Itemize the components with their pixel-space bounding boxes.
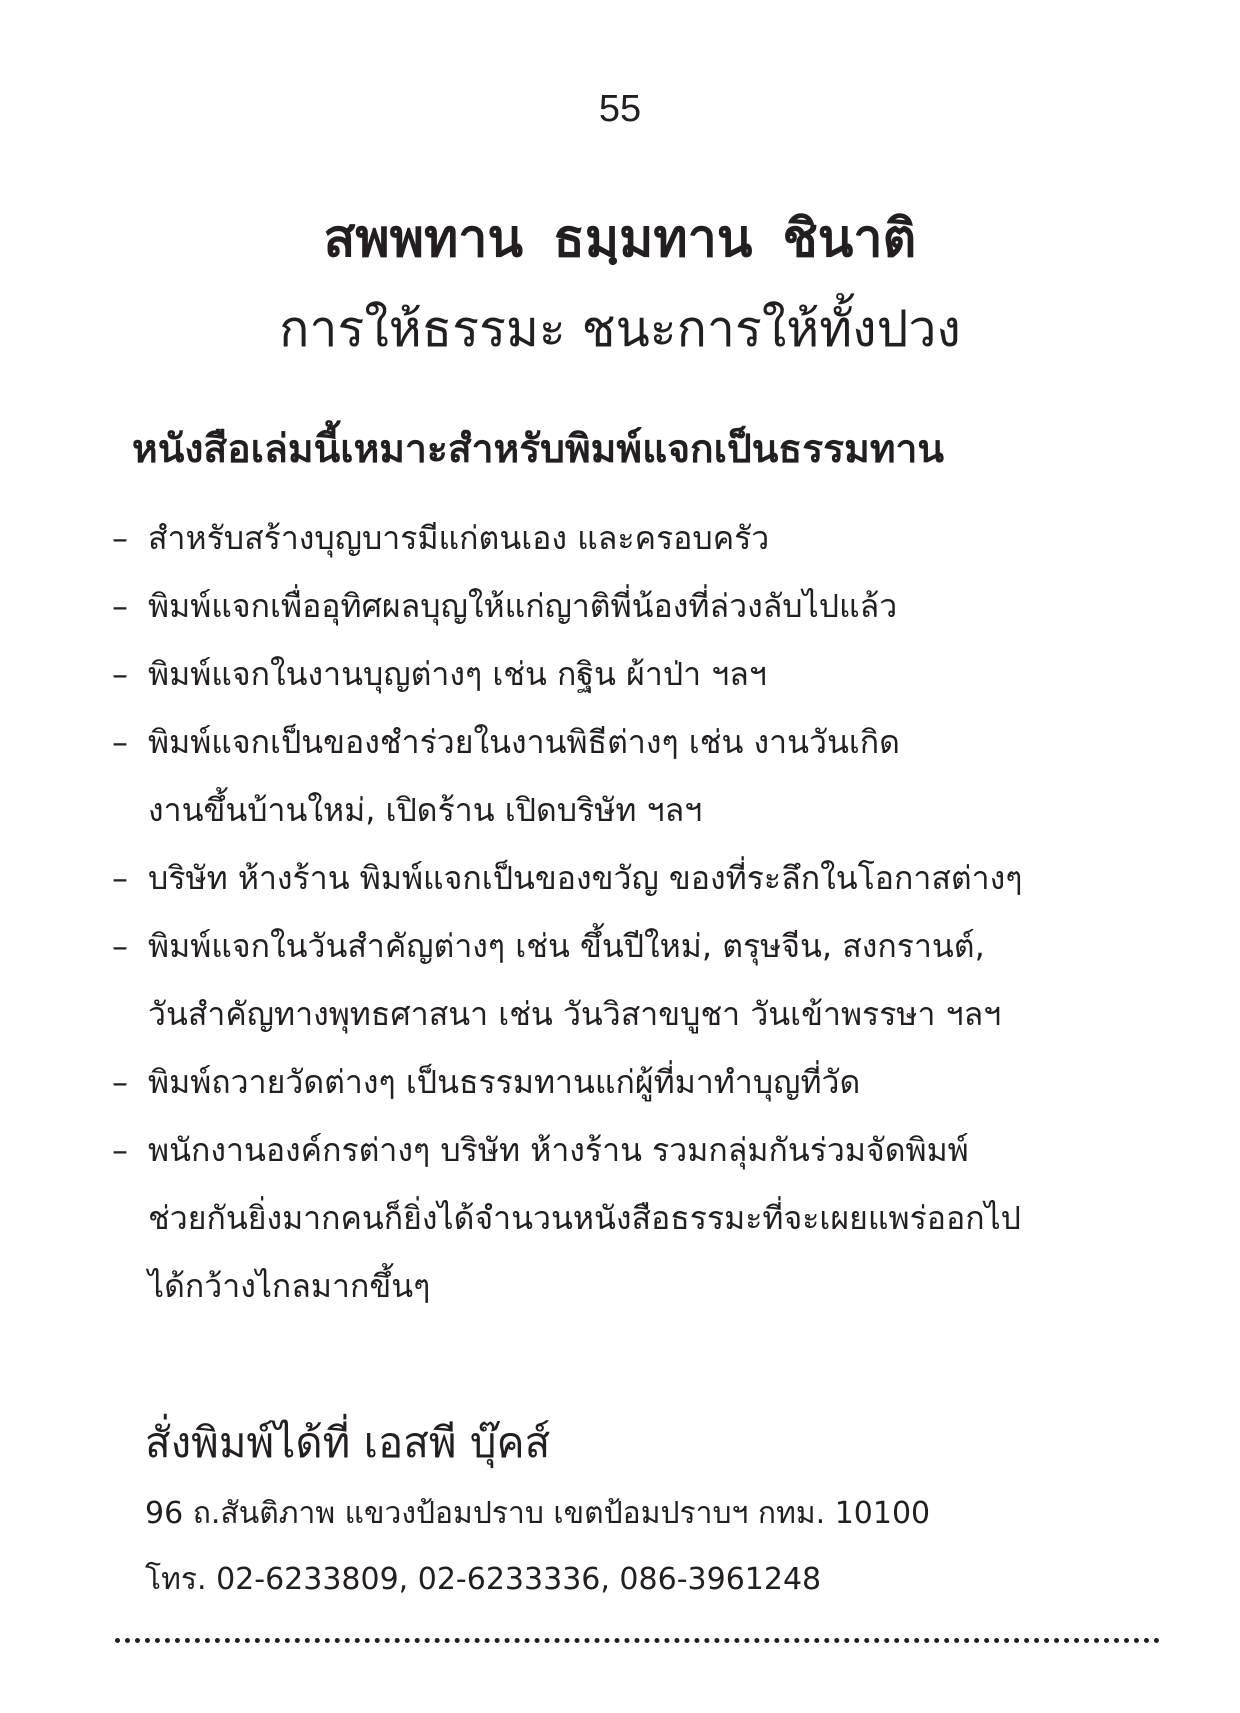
list-item-line: งานขึ้นบ้านใหม่, เปิดร้าน เปิดบริษัท ฯลฯ bbox=[148, 791, 703, 829]
list-item bbox=[112, 708, 1142, 844]
list-item-line: วันสำคัญทางพุทธศาสนา เช่น วันวิสาขบูชา วันเข้าพรรษา ฯลฯ bbox=[148, 995, 1002, 1033]
list-item-line: พิมพ์ถวายวัดต่างๆ เป็นธรรมทานแก่ผู้ที่มาทำบุญที่วัด bbox=[148, 1063, 861, 1101]
list-item bbox=[112, 1048, 1142, 1116]
list-item bbox=[112, 572, 1142, 640]
list-dash: – bbox=[112, 655, 128, 693]
list-item-line: พิมพ์แจกในวันสำคัญต่างๆ เช่น ขึ้นปีใหม่, ตรุษจีน, สงกรานต์, bbox=[148, 927, 985, 965]
list-dash: – bbox=[112, 1131, 128, 1169]
list-dash: – bbox=[112, 859, 128, 897]
list-dash: – bbox=[112, 519, 128, 557]
list-item bbox=[112, 1116, 1142, 1320]
list-item-line: ช่วยกันยิ่งมากคนก็ยิ่งได้จำนวนหนังสือธรรมะที่จะเผยแพร่ออกไป bbox=[148, 1199, 1021, 1237]
list-item bbox=[112, 640, 1142, 708]
publisher-phone: โทร. 02-6233809, 02-6233336, 086-3961248 bbox=[145, 1562, 822, 1597]
list-item-line: พิมพ์แจกในงานบุญต่างๆ เช่น กฐิน ผ้าป่า ฯลฯ bbox=[148, 655, 767, 693]
order-title: สั่งพิมพ์ได้ที่ เอสพี บุ๊คส์ bbox=[145, 1418, 551, 1467]
purpose-list bbox=[112, 504, 1142, 1320]
list-dash: – bbox=[112, 723, 128, 761]
list-item-line: พิมพ์แจกเพื่ออุทิศผลบุญให้แก่ญาติพี่น้องที่ล่วงลับไปแล้ว bbox=[148, 587, 898, 625]
page-number: 55 bbox=[598, 88, 642, 130]
list-dash: – bbox=[112, 1063, 128, 1101]
dotted-divider bbox=[115, 1638, 1160, 1643]
list-item-line: พนักงานองค์กรต่างๆ บริษัท ห้างร้าน รวมกลุ่มกันร่วมจัดพิมพ์ bbox=[148, 1131, 969, 1169]
list-dash: – bbox=[112, 927, 128, 965]
publisher-address: 96 ถ.สันติภาพ แขวงป้อมปราบ เขตป้อมปราบฯ กทม. 10100 bbox=[145, 1496, 931, 1531]
list-dash: – bbox=[112, 587, 128, 625]
list-item-line: สำหรับสร้างบุญบารมีแก่ตนเอง และครอบครัว bbox=[148, 519, 770, 557]
list-item-line: พิมพ์แจกเป็นของชำร่วยในงานพิธีต่างๆ เช่น งานวันเกิด bbox=[148, 723, 900, 761]
thai-title: การให้ธรรมะ ชนะการให้ทั้งปวง bbox=[279, 300, 961, 358]
section-heading: หนังสือเล่มนี้เหมาะสำหรับพิมพ์แจกเป็นธรรมทาน bbox=[132, 426, 945, 472]
list-item bbox=[112, 504, 1142, 572]
list-item-line: ได้กว้างไกลมากขึ้นๆ bbox=[148, 1267, 431, 1305]
list-item-line: บริษัท ห้างร้าน พิมพ์แจกเป็นของขวัญ ของที่ระลึกในโอกาสต่างๆ bbox=[148, 859, 1023, 897]
pali-title: สพพทาน ธมฺมทาน ชินาติ bbox=[323, 209, 917, 269]
list-item bbox=[112, 912, 1142, 1048]
list-item bbox=[112, 844, 1142, 912]
